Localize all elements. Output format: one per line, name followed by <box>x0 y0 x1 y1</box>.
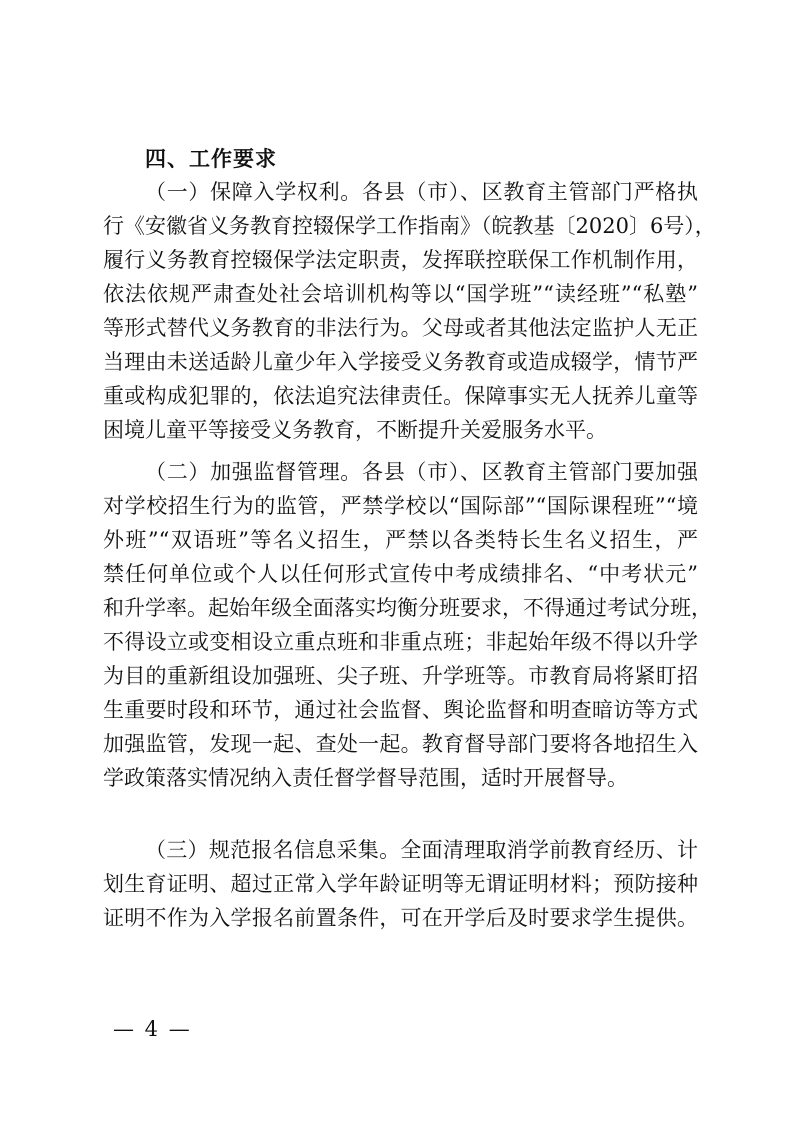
paragraph-1-line-7: 重或构成犯罪的，依法追究法律责任。保障事实无人抚养儿童等 <box>103 384 698 408</box>
paragraph-2-line-6: 不得设立或变相设立重点班和非重点班；非起始年级不得以升学 <box>103 630 698 654</box>
paragraph-2-line-9: 加强监管，发现一起、查处一起。教育督导部门要将各地招生入 <box>103 732 698 756</box>
paragraph-3-line-3: 证明不作为入学报名前置条件，可在开学后及时要求学生提供。 <box>103 906 698 930</box>
paragraph-2-line-3: 外班”“双语班”等名义招生，严禁以各类特长生名义招生，严 <box>103 528 698 552</box>
paragraph-1-line-5: 等形式替代义务教育的非法行为。父母或者其他法定监护人无正 <box>103 316 698 340</box>
paragraph-3-line-2: 划生育证明、超过正常入学年龄证明等无谓证明材料；预防接种 <box>103 872 698 896</box>
paragraph-1-line-6: 当理由未送适龄儿童少年入学接受义务教育或造成辍学，情节严 <box>103 350 698 374</box>
paragraph-2-line-5: 和升学率。起始年级全面落实均衡分班要求，不得通过考试分班， <box>103 596 712 620</box>
paragraph-1-line-1: （一）保障入学权利。各县（市）、区教育主管部门严格执 <box>145 180 698 204</box>
paragraph-1-line-3: 履行义务教育控辍保学法定职责，发挥联控联保工作机制作用， <box>103 248 698 272</box>
paragraph-3-line-1: （三）规范报名信息采集。全面清理取消学前教育经历、计 <box>145 838 698 862</box>
paragraph-2-line-10: 学政策落实情况纳入责任督学督导范围，适时开展督导。 <box>103 766 628 790</box>
paragraph-2-line-7: 为目的重新组设加强班、尖子班、升学班等。市教育局将紧盯招 <box>103 664 698 688</box>
page-number: — 4 — <box>113 1017 192 1041</box>
paragraph-1-line-8: 困境儿童平等接受义务教育，不断提升关爱服务水平。 <box>103 418 607 442</box>
paragraph-2-line-4: 禁任何单位或个人以任何形式宣传中考成绩排名、“中考状元” <box>103 562 698 586</box>
paragraph-1-line-4: 依法依规严肃查处社会培训机构等以“国学班”“读经班”“私塾” <box>103 282 698 306</box>
paragraph-2-line-1: （二）加强监督管理。各县（市）、区教育主管部门要加强 <box>145 460 698 484</box>
paragraph-2-line-2: 对学校招生行为的监管，严禁学校以“国际部”“国际课程班”“境 <box>103 494 698 518</box>
paragraph-1-line-2: 行《安徽省义务教育控辍保学工作指南》（皖教基〔2020〕6号）， <box>103 214 716 238</box>
paragraph-2-line-8: 生重要时段和环节，通过社会监督、舆论监督和明查暗访等方式 <box>103 698 698 722</box>
section-heading: 四、工作要求 <box>145 147 277 171</box>
